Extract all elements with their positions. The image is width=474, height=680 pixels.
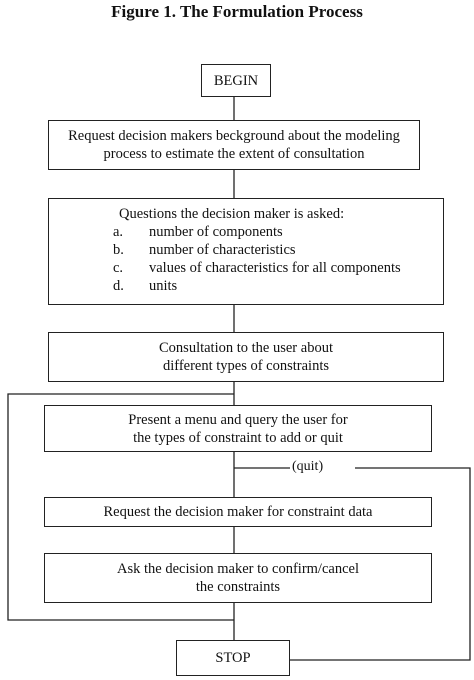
question-letter: c.: [113, 260, 124, 276]
question-letter: b.: [113, 242, 124, 258]
request-background-node: [48, 120, 420, 170]
menu-line1: Present a menu and query the user for: [128, 411, 348, 428]
question-item: [113, 241, 433, 259]
question-letter: a.: [113, 224, 124, 240]
question-item: [113, 277, 433, 295]
question-text: values of characteristics for all components: [149, 260, 401, 276]
begin-node: [201, 64, 271, 97]
figure-title: Figure 1. The Formulation Process: [111, 2, 363, 21]
menu-node: [44, 405, 432, 452]
question-text: number of characteristics: [149, 242, 296, 258]
consultation-line1: Consultation to the user about: [159, 340, 333, 356]
quit-label: (quit): [292, 459, 324, 474]
request-background-line1: Request decision makers beckground about the modeling: [68, 128, 400, 144]
menu-line2: the types of constraint to add or quit: [133, 429, 343, 446]
question-letter: d.: [113, 278, 124, 294]
request-data-node: [44, 497, 432, 527]
question-text: number of components: [149, 224, 283, 240]
confirm-node: [44, 553, 432, 603]
question-text: units: [149, 278, 178, 294]
begin-label: BEGIN: [213, 72, 259, 89]
consultation-line2: different types of constraints: [162, 358, 330, 374]
stop-label: STOP: [215, 650, 251, 666]
question-item: [113, 259, 433, 277]
confirm-line2: the constraints: [195, 579, 281, 595]
questions-heading: Questions the decision maker is asked:: [119, 206, 345, 222]
stop-node: [176, 640, 290, 676]
request-data-label: Request the decision maker for constraint data: [103, 504, 373, 520]
consultation-node: [48, 332, 444, 382]
request-background-line2: process to estimate the extent of consultation: [103, 146, 365, 162]
question-item: [113, 223, 433, 241]
confirm-line1: Ask the decision maker to confirm/cancel: [117, 561, 359, 577]
questions-node: [48, 198, 444, 305]
